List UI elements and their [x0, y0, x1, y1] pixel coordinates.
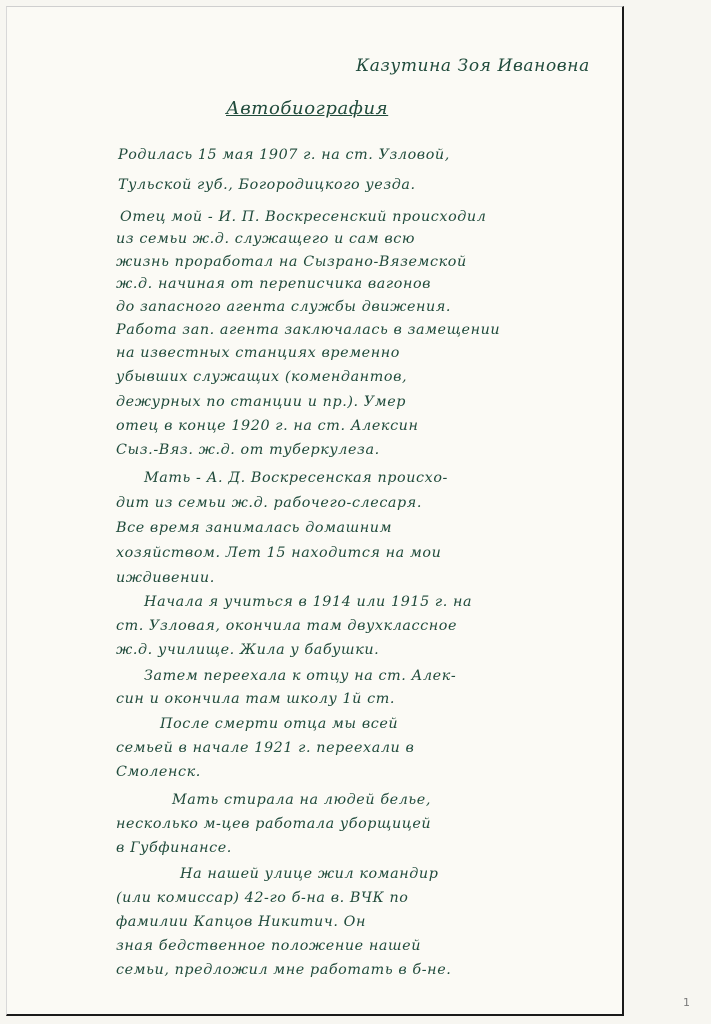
- text-line: убывших служащих (комендантов,: [116, 369, 408, 385]
- text-line: из семьи ж.д. служащего и сам всю: [116, 231, 416, 247]
- text-line: несколько м-цев работала уборщицей: [116, 816, 432, 832]
- text-line: Мать стирала на людей белье,: [172, 792, 431, 808]
- text-line: до запасного агента службы движения.: [116, 299, 452, 315]
- text-line: семьи, предложил мне работать в б-не.: [116, 962, 452, 978]
- text-line: Смоленск.: [116, 764, 201, 780]
- document-title: Автобиография: [226, 98, 389, 119]
- text-line: дежурных по станции и пр.). Умер: [116, 394, 407, 410]
- text-line: Работа зап. агента заключалась в замещении: [116, 322, 501, 338]
- text-line: на известных станциях временно: [116, 345, 400, 361]
- text-line: Тульской губ., Богородицкого уезда.: [118, 177, 416, 193]
- text-line: После смерти отца мы всей: [160, 716, 399, 732]
- text-line: Начала я учиться в 1914 или 1915 г. на: [144, 594, 473, 610]
- text-line: жизнь проработал на Сызрано-Вяземской: [116, 254, 467, 270]
- text-line: Мать - А. Д. Воскресенская происхо-: [144, 470, 448, 486]
- text-line: ж.д. училище. Жила у бабушки.: [116, 642, 380, 658]
- text-line: На нашей улице жил командир: [180, 866, 439, 882]
- text-line: дит из семьи ж.д. рабочего-слесаря.: [116, 495, 423, 511]
- text-line: Сыз.-Вяз. ж.д. от туберкулеза.: [116, 442, 380, 458]
- text-line: зная бедственное положение нашей: [116, 938, 422, 954]
- text-line: семьей в начале 1921 г. переехали в: [116, 740, 415, 756]
- text-line: иждивении.: [116, 570, 215, 586]
- text-line: Родилась 15 мая 1907 г. на ст. Узловой,: [118, 147, 450, 163]
- text-line: ст. Узловая, окончила там двухклассное: [116, 618, 458, 634]
- text-line: Затем переехала к отцу на ст. Алек-: [144, 668, 457, 684]
- text-line: хозяйством. Лет 15 находится на мои: [116, 545, 442, 561]
- page-number: 1: [683, 996, 690, 1009]
- text-line: (или комиссар) 42-го б-на в. ВЧК по: [116, 890, 409, 906]
- text-line: в Губфинансе.: [116, 840, 232, 856]
- text-line: ж.д. начиная от переписчика вагонов: [116, 276, 432, 292]
- text-line: Отец мой - И. П. Воскресенский происходил: [120, 209, 487, 225]
- author-name: Казутина Зоя Ивановна: [356, 56, 590, 76]
- text-line: Все время занималась домашним: [116, 520, 393, 536]
- text-line: фамилии Капцов Никитич. Он: [116, 914, 366, 930]
- text-line: отец в конце 1920 г. на ст. Алексин: [116, 418, 419, 434]
- text-line: син и окончила там школу 1й ст.: [116, 691, 396, 707]
